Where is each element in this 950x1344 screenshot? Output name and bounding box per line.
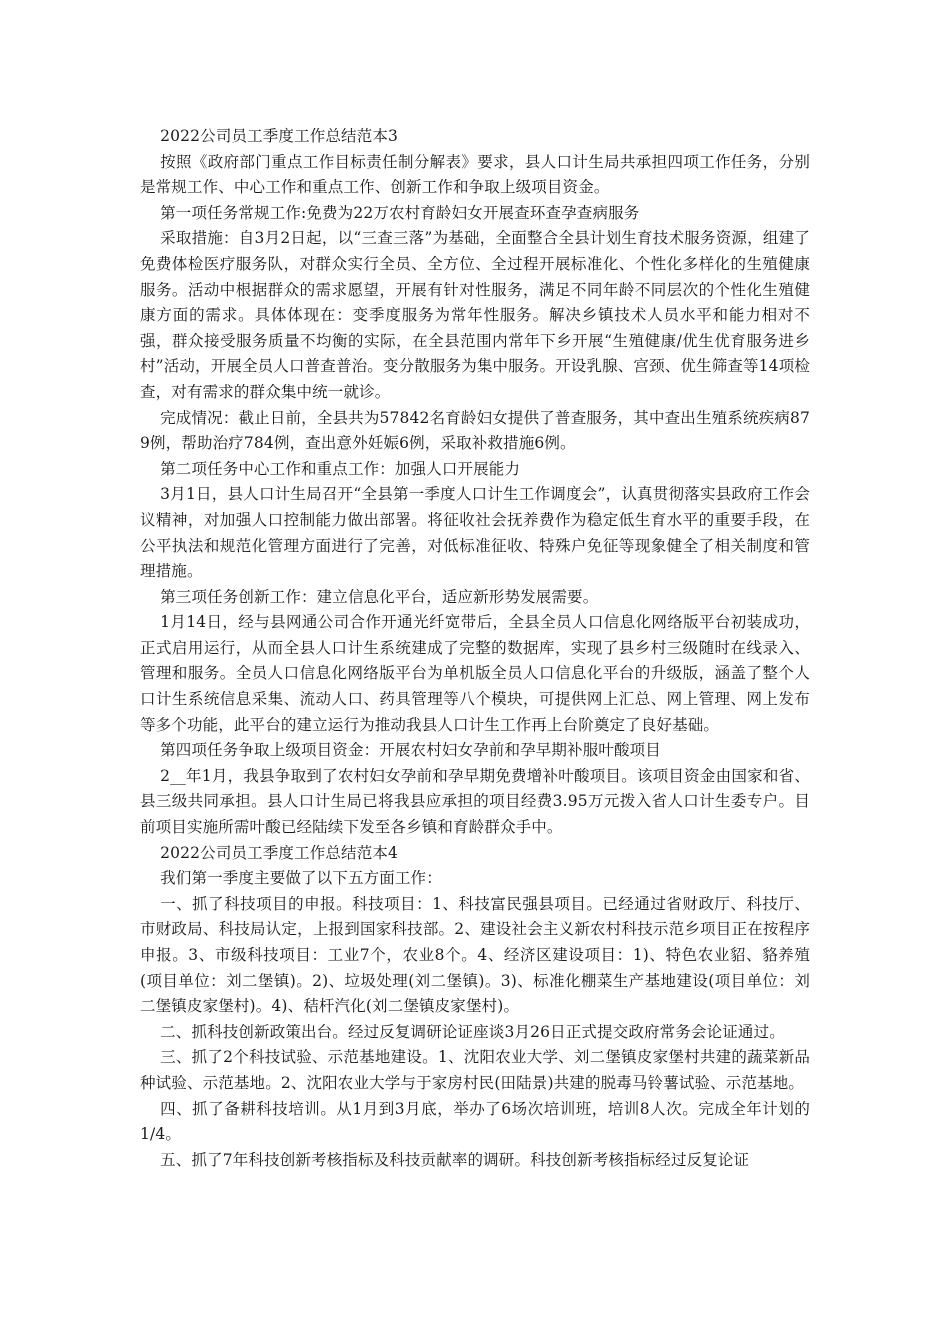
paragraph: 完成情况：截止日前，全县共为57842名育龄妇女提供了普查服务，其中查出生殖系统疾病879例，帮助治疗784例，查出意外妊娠6例，采取补救措施6例。 <box>140 408 810 453</box>
paragraph: 我们第一季度主要做了以下五方面工作： <box>160 869 442 888</box>
paragraph: 四、抓了备耕科技培训。从1月到3月底，举办了6场次培训班，培训8人次。完成全年计划的1/4。 <box>140 1099 810 1144</box>
paragraph: 2__年1月，我县争取到了农村妇女孕前和孕早期免费增补叶酸项目。该项目资金由国家和省、县三级共同承担。县人口计生局已将我县应承担的项目经费3.95万元拨入省人口计生委专户。目前项目实施所需叶酸已经陆续下发至各乡镇和育龄群众手中。 <box>140 766 810 837</box>
paragraph: 一、抓了科技项目的申报。科技项目：1、科技富民强县项目。已经通过省财政厅、科技厅、市财政局、科技局认定，上报到国家科技部。2、建设社会主义新农村科技示范乡项目正在按程序申报。3、市级科技项目：工业7个，农业8个。4、经济区建设项目：1)、特色农业貂、貉养殖(项目单位：刘二堡镇)。2)、垃圾处理(刘二堡镇)。3)、标准化棚菜生产基地建设(项目单位：刘二堡镇皮家堡村)。4)、秸杆汽化(刘二堡镇皮家堡村)。 <box>140 894 810 1016</box>
section-title: 2022公司员工季度工作总结范本4 <box>160 843 398 862</box>
task-heading: 第三项任务创新工作：建立信息化平台，适应新形势发展需要。 <box>160 587 599 606</box>
section-title: 2022公司员工季度工作总结范本3 <box>160 127 398 145</box>
task-heading: 第一项任务常规工作:免费为22万农村育龄妇女开展查环查孕查病服务 <box>160 203 640 222</box>
paragraph: 三、抓了2个科技试验、示范基地建设。1、沈阳农业大学、刘二堡镇皮家堡村共建的蔬菜新品种试验、示范基地。2、沈阳农业大学与于家房村民(田陆景)共建的脱毒马铃薯试验、示范基地。 <box>140 1048 810 1092</box>
paragraph: 采取措施：自3月2日起，以“三查三落”为基础，全面整合全县计划生育技术服务资源，组建了免费体检医疗服务队，对群众实行全员、全方位、全过程开展标准化、个性化多样化的生殖健康服务。活动中根据群众的需求愿望，开展有针对性服务，满足不同年龄不同层次的个性化生殖健康方面的需求。具体体现在：变季度服务为常年性服务。解决乡镇技术人员水平和能力相对不强，群众接受服务质量不均衡的实际，在全县范围内常年下乡开展“生殖健康/优生优育服务进乡村”活动，开展全员人口普查普治。变分散服务为集中服务。开设乳腺、宫颈、优生筛查等14项检查，对有需求的群众集中统一就诊。 <box>140 229 811 401</box>
paragraph: 五、抓了7年科技创新考核指标及科技贡献率的调研。科技创新考核指标经过反复论证 <box>160 1150 750 1169</box>
paragraph: 3月1日，县人口计生局召开“全县第一季度人口计生工作调度会”，认真贯彻落实县政府工作会议精神，对加强人口控制能力做出部署。将征收社会抚养费作为稳定低生育水平的重要手段，在公平执法和规范化管理方面进行了完善，对低标准征收、特殊户免征等现象健全了相关制度和管理措施。 <box>140 485 810 581</box>
paragraph: 二、抓科技创新政策出台。经过反复调研论证座谈3月26日正式提交政府常务会论证通过。 <box>160 1022 785 1041</box>
task-heading: 第四项任务争取上级项目资金：开展农村妇女孕前和孕早期补服叶酸项目 <box>160 741 661 760</box>
paragraph: 1月14日，经与县网通公司合作开通光纤宽带后，全县全员人口信息化网络版平台初装成功，正式启用运行，从而全县人口计生系统建成了完整的数据库，实现了县乡村三级随时在线录入、管理和服务。全员人口信息化网络版平台为单机版全员人口信息化平台的升级版，涵盖了整个人口计生系统信息采集、流动人口、药具管理等八个模块，可提供网上汇总、网上管理、网上发布等多个功能，此平台的建立运行为推动我县人口计生工作再上台阶奠定了良好基础。 <box>140 613 810 734</box>
paragraph: 按照《政府部门重点工作目标责任制分解表》要求，县人口计生局共承担四项工作任务，分别是常规工作、中心工作和重点工作、创新工作和争取上级项目资金。 <box>140 152 810 197</box>
document-body <box>140 124 810 1173</box>
task-heading: 第二项任务中心工作和重点工作：加强人口开展能力 <box>160 459 521 478</box>
